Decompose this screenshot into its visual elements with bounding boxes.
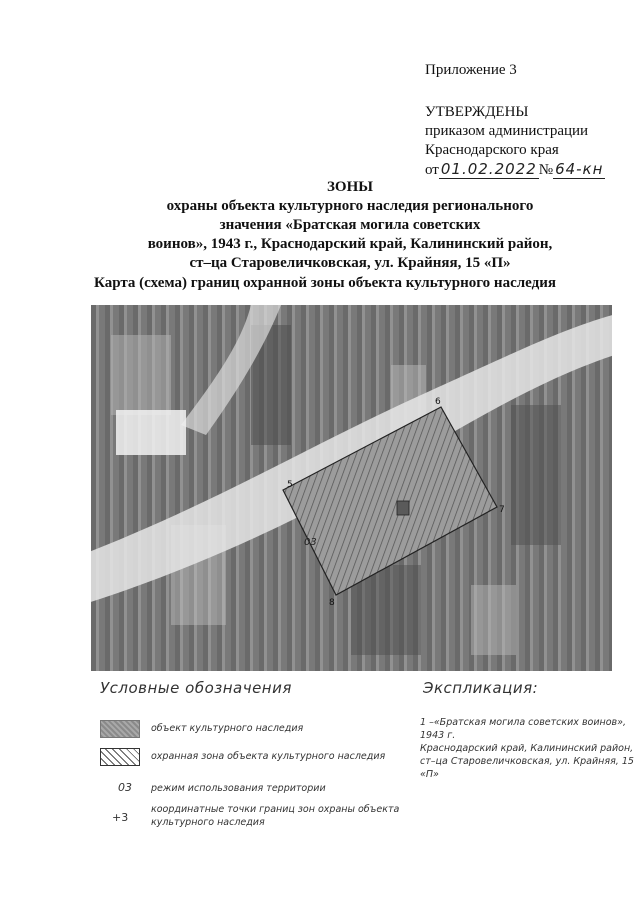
date-number-line xyxy=(425,160,605,180)
heritage-object xyxy=(397,501,409,515)
legend-point-label xyxy=(151,803,399,829)
appendix-label: Приложение 3 xyxy=(425,62,517,78)
point-7: 7 xyxy=(499,505,505,515)
title-line-5: ст–ца Старовеличковская, ул. Крайняя, 15 «П» xyxy=(189,255,511,271)
number-prefix: № xyxy=(538,162,554,178)
title-line-4: воинов», 1943 г., Краснодарский край, Калининский район, xyxy=(147,236,553,252)
date-value: 01.02.2022 xyxy=(440,160,537,178)
order-label: приказом администрации xyxy=(425,123,589,139)
explication-line-1: 1 –«Братская могила советских воинов», 1943 г. xyxy=(420,717,627,741)
legend-zone-code-label: режим использования территории xyxy=(151,783,326,794)
title-line-2: охраны объекта культурного наследия регионального xyxy=(166,198,534,214)
region-label: Краснодарского края xyxy=(425,142,559,158)
approval-block xyxy=(425,103,605,180)
date-prefix: от xyxy=(425,162,439,178)
point-8: 8 xyxy=(329,598,335,608)
point-5: 5 xyxy=(287,480,293,490)
explication-text xyxy=(420,716,635,781)
map-svg xyxy=(91,305,612,671)
number-value: 64-кн xyxy=(555,160,604,178)
point-6: 6 xyxy=(435,397,441,407)
protection-zone-swatch xyxy=(100,748,140,766)
legend-point-label-line-1: координатные точки границ зон охраны объекта xyxy=(151,804,400,815)
heritage-object-swatch xyxy=(100,720,140,738)
approved-label: УТВЕРЖДЕНЫ xyxy=(425,104,529,120)
title-line-1: ЗОНЫ xyxy=(327,179,373,195)
map-heading: Карта (схема) границ охранной зоны объекта культурного наследия xyxy=(94,275,556,291)
legend-title: Условные обозначения xyxy=(100,679,292,697)
zone-code-label: 03 xyxy=(304,537,317,548)
title-line-3: значения «Братская могила советских xyxy=(219,217,481,233)
map-image xyxy=(91,305,612,671)
legend-point-label-line-2: культурного наследия xyxy=(151,817,265,828)
legend-point-symbol: +3 xyxy=(112,811,129,824)
legend-protection-zone-label: охранная зона объекта культурного наследия xyxy=(151,751,386,762)
legend-heritage-object-label: объект культурного наследия xyxy=(151,723,304,734)
explication-line-2: Краснодарский край, Калининский район, xyxy=(420,743,634,754)
explication-line-3: ст–ца Старовеличковская, ул. Крайняя, 15 «П» xyxy=(420,756,634,780)
document-title xyxy=(60,178,639,273)
explication-title: Экспликация: xyxy=(423,679,539,697)
legend-zone-code-symbol: 03 xyxy=(118,781,132,794)
